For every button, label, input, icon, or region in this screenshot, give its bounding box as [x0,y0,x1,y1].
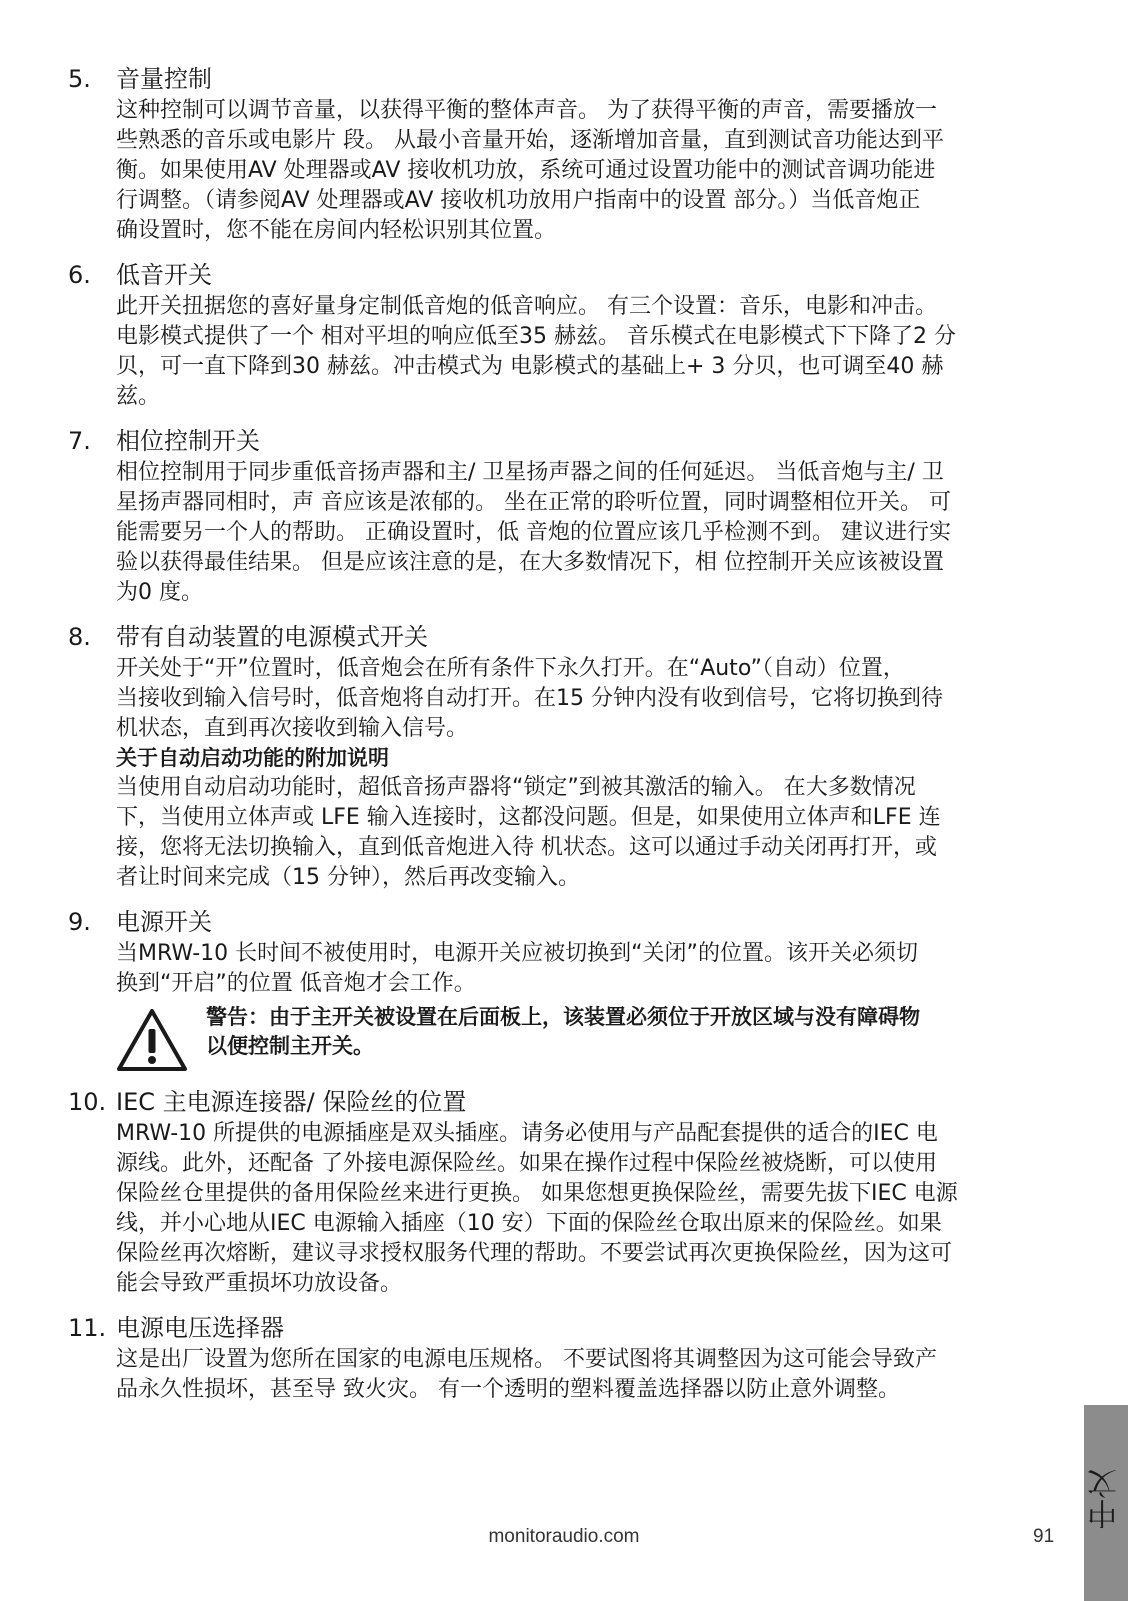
section-title: 音量控制 [116,65,212,93]
section-body: 此开关扭据您的喜好量身定制低音炮的低音响应。 有三个设置：音乐，电影和冲击。 电影模式提供了一个 相对平坦的响应低至35 赫兹。 音乐模式在电影模式下下降了2 分 贝，可一直下降到30 赫兹。冲击模式为 电影模式的基础上+ 3 分贝，也可调至40 赫 兹。 [116,294,956,409]
section-title: IEC 主电源连接器/ 保险丝的位置 [116,1088,467,1116]
section-number: 9. [68,908,91,936]
warning-notice [116,1003,1058,1073]
section-title: 低音开关 [116,261,212,289]
section-phase-control [68,424,1058,608]
section-subheading: 关于自动启动功能的附加说明 [116,746,389,770]
section-iec-connector-fuse [68,1085,1058,1299]
section-number: 6. [68,261,91,289]
section-title: 相位控制开关 [116,427,260,455]
section-power-switch [68,905,1058,1073]
section-number: 5. [68,65,91,93]
section-body: 当MRW-10 长时间不被使用时，电源开关应被切换到“关闭”的位置。该开关必须切 换到“开启”的位置 低音炮才会工作。 [116,941,918,996]
language-tab-label: 中文 [1088,1469,1123,1529]
section-body: 开关处于“开”位置时，低音炮会在所有条件下永久打开。在“Auto”（自动）位置， 当接收到输入信号时，低音炮将自动打开。在15 分钟内没有收到信号，它将切换到待 机状态，直到再次接收到输入信号。 [116,656,943,741]
manual-page-content [68,62,1058,1405]
section-voltage-selector [68,1311,1058,1405]
section-body: 相位控制用于同步重低音扬声器和主/ 卫星扬声器之间的任何延迟。 当低音炮与主/ 卫 星扬声器同相时，声 音应该是浓郁的。 坐在正常的聆听位置，同时调整相位开关。 可 能需要另一个人的帮助。 正确设置时，低 音炮的位置应该几乎检测不到。 建议进行实 验以获得最佳结果。 但是应该注意的是，在大多数情况下，相 位控制开关应该被设置 为0 度。 [116,460,951,605]
section-volume-control [68,62,1058,246]
section-number: 8. [68,623,91,651]
warning-text: 警告：由于主开关被设置在后面板上，该装置必须位于开放区域与没有障碍物 以便控制主开关。 [206,1005,920,1058]
section-body: 这种控制可以调节音量，以获得平衡的整体声音。 为了获得平衡的声音，需要播放一 些熟悉的音乐或电影片 段。 从最小音量开始，逐渐增加音量，直到测试音功能达到平 衡。如果使用AV 处理器或AV 接收机功放，系统可通过设置功能中的测试音调功能进 行调整。（请参阅AV 处理器或AV 接收机功放用户指南中的设置 部分。）当低音炮正 确设置时，您不能在房间内轻松识别其位置。 [116,98,944,243]
language-tab [1084,1405,1128,1601]
section-power-mode-switch [68,620,1058,893]
section-title: 电源开关 [116,908,212,936]
section-body: 这是出厂设置为您所在国家的电源电压规格。 不要试图将其调整因为这可能会导致产 品永久性损坏，甚至导 致火灾。 有一个透明的塑料覆盖选择器以防止意外调整。 [116,1347,937,1402]
section-number: 11. [68,1314,107,1342]
section-title: 电源电压选择器 [116,1314,284,1342]
section-body: MRW-10 所提供的电源插座是双头插座。请务必使用与产品配套提供的适合的IEC 电 源线。此外，还配备 了外接电源保险丝。如果在操作过程中保险丝被烧断，可以使用 保险丝仓里提供的备用保险丝来进行更换。 如果您想更换保险丝，需要先拔下IEC 电源 线，并小心地从IEC 电源输入插座（10 安）下面的保险丝仓取出原来的保险丝。如果 保险丝再次熔断，建议寻求授权服务代理的帮助。不要尝试再次更换保险丝，因为这可 能会导致严重损坏功放设备。 [116,1121,958,1296]
page-number: 91 [1033,1526,1055,1547]
section-body-secondary: 当使用自动启动功能时，超低音扬声器将“锁定”到被其激活的输入。 在大多数情况 下，当使用立体声或 LFE 输入连接时，这都没问题。但是，如果使用立体声和LFE 连 接，您将无法切换输入，直到低音炮进入待 机状态。这可以通过手动关闭再打开，或 者让时间来完成（15 分钟），然后再改变输入。 [116,775,941,890]
section-bass-switch [68,258,1058,412]
footer-website-url: monitoraudio.com [488,1526,640,1547]
section-number: 10. [68,1088,107,1116]
warning-triangle-icon [116,1007,188,1073]
section-number: 7. [68,427,91,455]
section-title: 带有自动装置的电源模式开关 [116,623,428,651]
